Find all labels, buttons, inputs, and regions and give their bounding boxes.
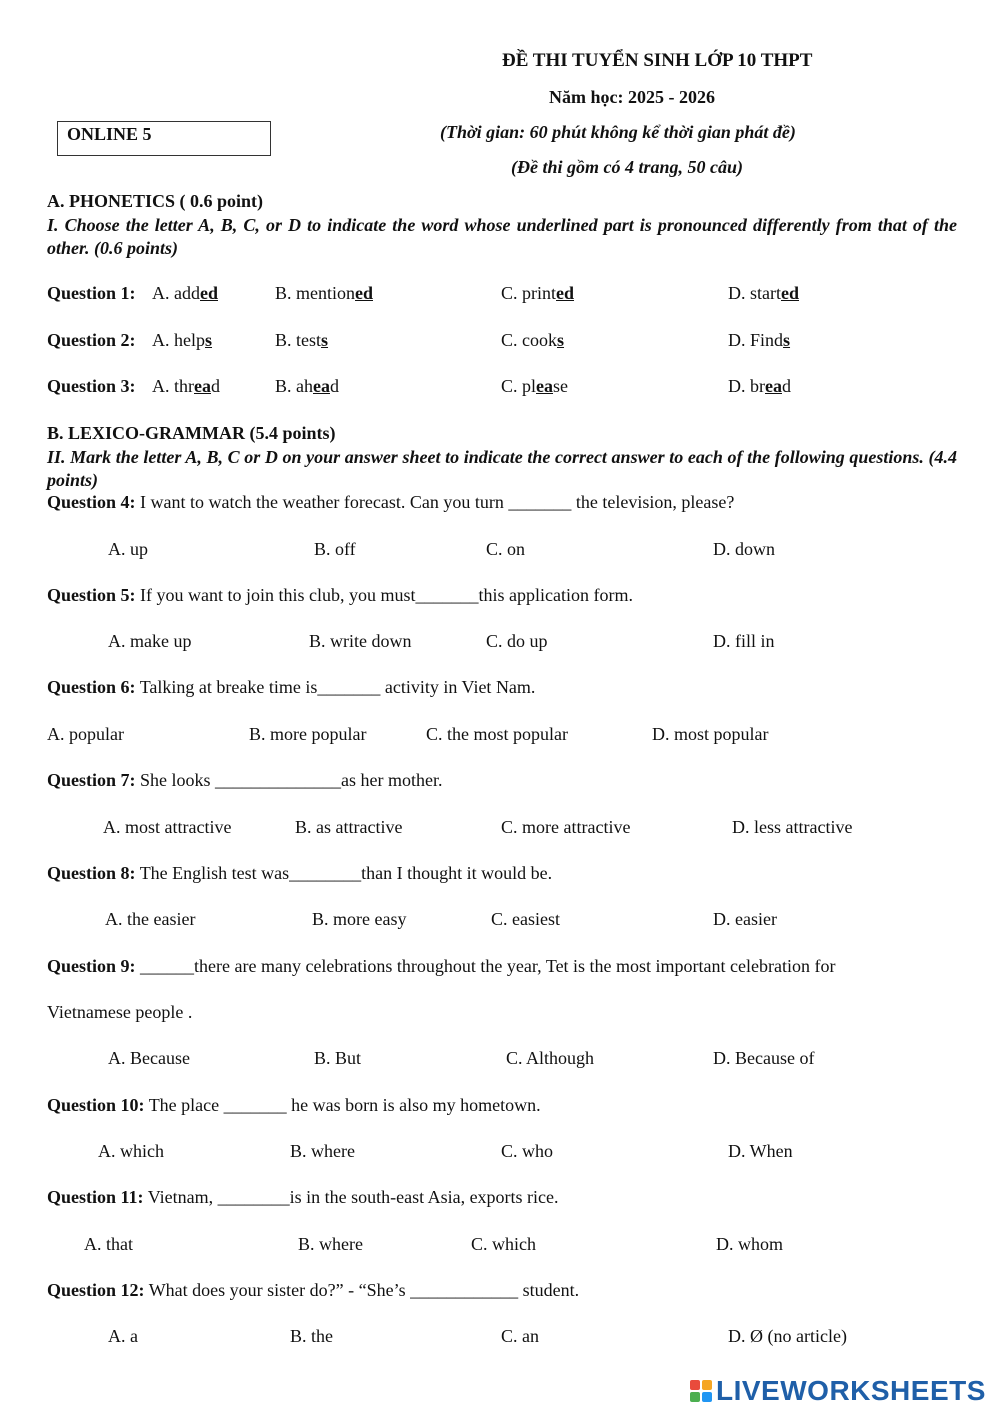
question-text [47, 1280, 579, 1301]
answer-option[interactable]: B. where [290, 1141, 355, 1161]
answer-option[interactable] [152, 283, 218, 304]
question-body: The English test was________than I thought it would be. [135, 863, 553, 883]
answer-option[interactable]: B. as attractive [295, 817, 403, 837]
underlined-part: ed [355, 283, 373, 303]
question-text [47, 956, 836, 977]
option-text: D. start [728, 283, 781, 303]
underlined-part: ea [194, 376, 211, 396]
option-suffix: d [330, 376, 339, 396]
answer-option[interactable]: D. Because of [713, 1048, 815, 1068]
logo-text: LIVEWORKSHEETS [716, 1375, 986, 1406]
answer-option[interactable]: A. up [108, 539, 148, 559]
option-text: A. thr [152, 376, 194, 396]
underlined-part: s [321, 330, 329, 350]
question-text [47, 585, 633, 606]
answer-option[interactable]: C. more attractive [501, 817, 631, 837]
option-text: B. mention [275, 283, 355, 303]
question-body: What does your sister do?” - “She’s ____________ student. [144, 1280, 580, 1300]
option-suffix: d [782, 376, 791, 396]
question-label: Question 3: [47, 376, 136, 396]
answer-option[interactable]: A. Because [108, 1048, 190, 1068]
section-a-title: A. PHONETICS ( 0.6 point) [47, 191, 264, 211]
option-text: A. add [152, 283, 200, 303]
answer-option[interactable]: A. most attractive [103, 817, 232, 837]
question-label: Question 11: [47, 1187, 144, 1207]
question-text [47, 1095, 541, 1116]
answer-option[interactable]: B. more easy [312, 909, 407, 929]
answer-option[interactable]: C. on [486, 539, 526, 559]
school-year: Năm học: 2025 - 2026 [549, 87, 715, 107]
answer-option[interactable] [152, 330, 212, 351]
question-label: Question 7: [47, 770, 136, 790]
answer-option[interactable]: C. who [501, 1141, 554, 1161]
section-a-instruction: I. Choose the letter A, B, C, or D to indicate the word whose underlined part is pronounced differently from that of the other. (0.6 points) [47, 215, 957, 258]
question-text [47, 770, 443, 791]
answer-option[interactable]: A. popular [47, 724, 124, 744]
answer-option[interactable]: D. whom [716, 1234, 783, 1254]
answer-option[interactable]: C. an [501, 1326, 539, 1346]
answer-option[interactable]: C. easiest [491, 909, 560, 929]
online-label: ONLINE 5 [67, 124, 152, 144]
answer-option[interactable] [728, 283, 799, 304]
option-suffix: d [211, 376, 220, 396]
option-text: B. ah [275, 376, 313, 396]
answer-option[interactable]: D. Ø (no article) [728, 1326, 847, 1346]
answer-option[interactable]: D. When [728, 1141, 793, 1161]
answer-option[interactable]: D. down [713, 539, 775, 559]
underlined-part: ed [781, 283, 799, 303]
question-body: Talking at breake time is_______ activity in Viet Nam. [135, 677, 536, 697]
question-body: She looks ______________as her mother. [135, 770, 443, 790]
underlined-part: ea [313, 376, 330, 396]
question-text [47, 863, 552, 884]
question-text [47, 492, 734, 513]
section-b-title: B. LEXICO-GRAMMAR (5.4 points) [47, 423, 336, 443]
answer-option[interactable]: A. which [98, 1141, 164, 1161]
answer-option[interactable] [275, 283, 373, 304]
question-label: Question 6: [47, 677, 136, 697]
question-body: Vietnam, ________is in the south-east Asia, exports rice. [143, 1187, 559, 1207]
answer-option[interactable]: B. off [314, 539, 356, 559]
answer-option[interactable]: D. most popular [652, 724, 769, 744]
answer-option[interactable]: B. the [290, 1326, 333, 1346]
answer-option[interactable]: D. less attractive [732, 817, 853, 837]
question-body: The place _______ he was born is also my hometown. [144, 1095, 541, 1115]
answer-option[interactable]: C. which [471, 1234, 536, 1254]
question-label: Question 4: [47, 492, 136, 512]
option-text: A. help [152, 330, 205, 350]
underlined-part: ea [765, 376, 782, 396]
answer-option[interactable]: B. more popular [249, 724, 367, 744]
answer-option[interactable]: D. fill in [713, 631, 775, 651]
answer-option[interactable]: C. Although [506, 1048, 595, 1068]
option-text: D. br [728, 376, 765, 396]
underlined-part: s [205, 330, 213, 350]
answer-option[interactable] [275, 376, 339, 397]
option-suffix: se [553, 376, 569, 396]
question-label: Question 9: [47, 956, 136, 976]
answer-option[interactable] [501, 283, 574, 304]
answer-option[interactable]: D. easier [713, 909, 777, 929]
answer-option[interactable] [275, 330, 328, 351]
underlined-part: ed [556, 283, 575, 303]
question-text [47, 1187, 559, 1208]
section-b-instruction: II. Mark the letter A, B, C or D on your answer sheet to indicate the correct answer to each of the following questions. (4.4 points) [47, 447, 957, 490]
question-body: ______there are many celebrations throughout the year, Tet is the most important celebration for [135, 956, 836, 976]
answer-option[interactable] [501, 330, 564, 351]
answer-option[interactable]: B. write down [309, 631, 412, 651]
question-text [47, 677, 535, 698]
option-text: C. pl [501, 376, 537, 396]
question-label: Question 10: [47, 1095, 145, 1115]
answer-option[interactable] [501, 376, 568, 397]
liveworksheets-logo [690, 1375, 986, 1407]
underlined-part: s [783, 330, 791, 350]
question-label: Question 12: [47, 1280, 145, 1300]
question-label: Question 2: [47, 330, 136, 350]
exam-duration: (Thời gian: 60 phút không kể thời gian phát đề) [440, 122, 796, 142]
question-text-continued: Vietnamese people . [47, 1002, 193, 1022]
exam-pages-note: (Đề thi gồm có 4 trang, 50 câu) [511, 157, 743, 177]
option-text: C. cook [501, 330, 557, 350]
answer-option[interactable]: A. that [84, 1234, 133, 1254]
question-body: I want to watch the weather forecast. Can you turn _______ the television, please? [135, 492, 735, 512]
option-text: D. Find [728, 330, 784, 350]
underlined-part: s [557, 330, 565, 350]
answer-option[interactable]: B. But [314, 1048, 362, 1068]
answer-option[interactable]: A. the easier [105, 909, 196, 929]
question-label: Question 8: [47, 863, 136, 883]
answer-option[interactable]: C. do up [486, 631, 548, 651]
option-text: B. test [275, 330, 322, 350]
underlined-part: ed [200, 283, 218, 303]
exam-title: ĐỀ THI TUYỂN SINH LỚP 10 THPT [502, 50, 813, 71]
underlined-part: ea [536, 376, 554, 396]
answer-option[interactable] [728, 330, 790, 351]
answer-option[interactable]: A. a [108, 1326, 138, 1346]
answer-option[interactable] [152, 376, 220, 397]
question-label: Question 1: [47, 283, 136, 303]
option-text: C. print [501, 283, 557, 303]
answer-option[interactable]: C. the most popular [426, 724, 568, 744]
question-label: Question 5: [47, 585, 136, 605]
question-body: If you want to join this club, you must_______this application form. [135, 585, 633, 605]
answer-option[interactable]: A. make up [108, 631, 192, 651]
answer-option[interactable] [728, 376, 791, 397]
logo-grid-icon [690, 1380, 712, 1402]
answer-option[interactable]: B. where [298, 1234, 363, 1254]
